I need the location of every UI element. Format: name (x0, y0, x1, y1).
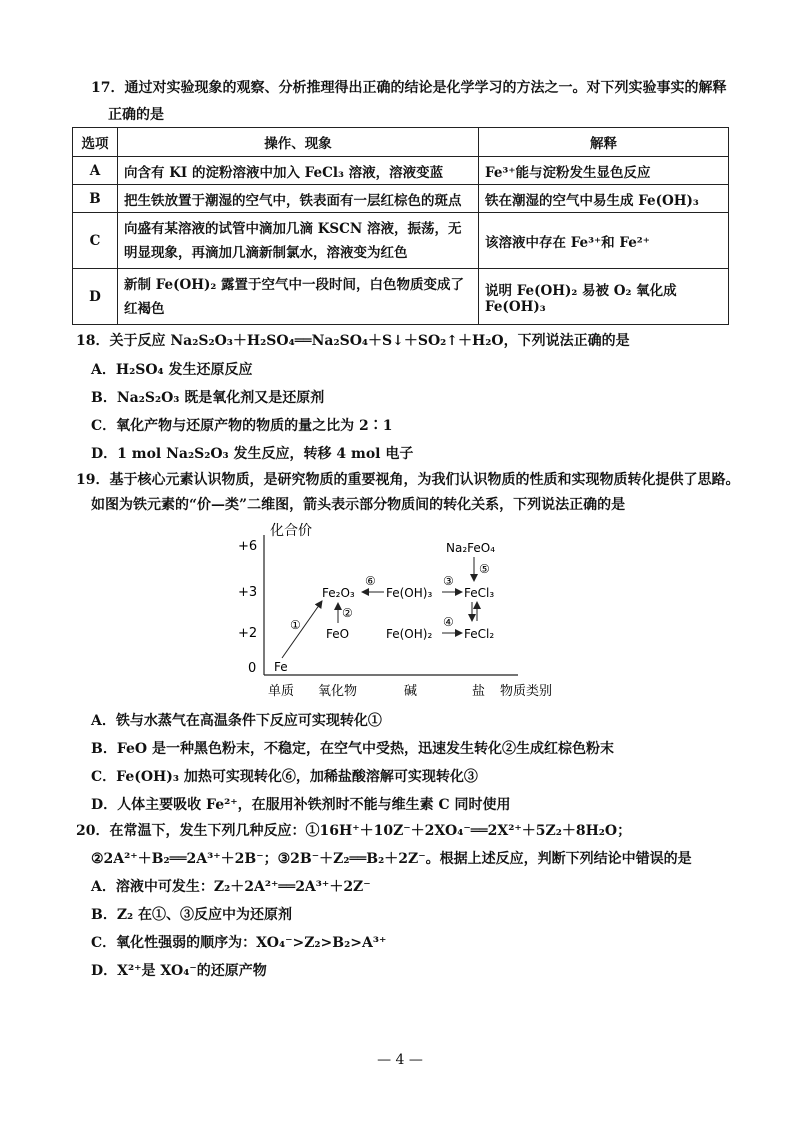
arrow-label: ④ (443, 615, 454, 629)
q17-stem-line2: 正确的是 (108, 107, 164, 123)
species-na2feo4: Na₂FeO₄ (446, 541, 496, 555)
row-operation: 向含有 KI 的淀粉溶液中加入 FeCl₃ 溶液，溶液变蓝 (118, 157, 479, 185)
q19-stem-line2: 如图为铁元素的“价—类”二维图，箭头表示部分物质间的转化关系，下列说法正确的是 (91, 497, 626, 513)
species-fe: Fe (274, 660, 288, 674)
y-axis-label: 化合价 (270, 523, 312, 539)
header-explanation: 解释 (479, 128, 729, 157)
arrow-label: ⑤ (479, 562, 490, 576)
q19-option-d: D．人体主要吸收 Fe²⁺，在服用补铁剂时不能与维生素 C 同时使用 (91, 797, 511, 813)
q19-option-a: A．铁与水蒸气在高温条件下反应可实现转化① (91, 713, 382, 729)
arrow-label: ② (342, 606, 353, 620)
row-option: D (73, 269, 118, 325)
x-label: 物质类别 (500, 684, 553, 699)
species-feoh3: Fe(OH)₃ (386, 586, 433, 600)
row-explanation: 铁在潮湿的空气中易生成 Fe(OH)₃ (479, 185, 729, 213)
y-tick: +3 (238, 585, 258, 600)
q19-stem-line1: 19．基于核心元素认识物质，是研究物质的重要视角，为我们认识物质的性质和实现物质转化提供了思路。 (76, 472, 740, 488)
row-operation: 新制 Fe(OH)₂ 露置于空气中一段时间，白色物质变成了红褐色 (118, 269, 479, 325)
x-label: 碱 (404, 684, 418, 699)
q18-option-d: D．1 mol Na₂S₂O₃ 发生反应，转移 4 mol 电子 (91, 446, 414, 462)
row-option: C (73, 213, 118, 269)
row-operation: 把生铁放置于潮湿的空气中，铁表面有一层红棕色的斑点 (118, 185, 479, 213)
q20-option-d: D．X²⁺是 XO₄⁻的还原产物 (91, 963, 267, 979)
q17-stem-line1: 17．通过对实验现象的观察、分析推理得出正确的结论是化学学习的方法之一。对下列实验事实的解释 (91, 80, 727, 96)
y-tick: +6 (238, 539, 258, 554)
arrow-label: ⑥ (365, 574, 376, 588)
q19-option-b: B．FeO 是一种黑色粉末，不稳定，在空气中受热，迅速发生转化②生成红棕色粉末 (91, 741, 614, 757)
row-explanation: 说明 Fe(OH)₂ 易被 O₂ 氧化成 Fe(OH)₃ (479, 269, 729, 325)
arrow-label: ① (290, 618, 301, 632)
species-fecl3: FeCl₃ (464, 586, 495, 600)
q20-option-b: B．Z₂ 在①、③反应中为还原剂 (91, 907, 293, 923)
arrow-1 (282, 601, 322, 658)
q19-option-c: C．Fe(OH)₃ 加热可实现转化⑥，加稀盐酸溶解可实现转化③ (91, 769, 478, 785)
arrow-label: ③ (443, 574, 454, 588)
row-explanation: 该溶液中存在 Fe³⁺和 Fe²⁺ (479, 213, 729, 269)
species-feoh2: Fe(OH)₂ (386, 627, 433, 641)
row-operation: 向盛有某溶液的试管中滴加几滴 KSCN 溶液，振荡，无明显现象，再滴加几滴新制氯水，溶液变为红色 (118, 213, 479, 269)
header-option: 选项 (73, 128, 118, 157)
y-tick: +2 (238, 626, 258, 641)
q20-option-a: A．溶液中可发生：Z₂＋2A²⁺══2A³⁺＋2Z⁻ (91, 879, 371, 895)
table-row (73, 269, 729, 325)
table-header-row (73, 128, 729, 157)
row-option: A (73, 157, 118, 185)
row-option: B (73, 185, 118, 213)
x-label: 氧化物 (318, 684, 358, 699)
q20-option-c: C．氧化性强弱的顺序为：XO₄⁻>Z₂>B₂>A³⁺ (91, 935, 387, 951)
row-explanation: Fe³⁺能与淀粉发生显色反应 (479, 157, 729, 185)
species-fecl2: FeCl₂ (464, 627, 495, 641)
q18-option-c: C．氧化产物与还原产物的物质的量之比为 2∶1 (91, 418, 393, 434)
x-label: 单质 (268, 684, 295, 699)
q17-table (72, 127, 729, 325)
q20-stem-line1: 20．在常温下，发生下列几种反应：①16H⁺＋10Z⁻＋2XO₄⁻══2X²⁺＋5Z₂＋8H₂O； (76, 823, 632, 839)
table-row (73, 213, 729, 269)
valence-class-diagram (228, 515, 598, 700)
q18-stem: 18．关于反应 Na₂S₂O₃＋H₂SO₄══Na₂SO₄＋S↓＋SO₂↑＋H₂O，下列说法正确的是 (76, 333, 630, 349)
table-row (73, 185, 729, 213)
header-operation: 操作、现象 (118, 128, 479, 157)
y-tick: 0 (248, 661, 257, 676)
q20-stem-line2: ②2A²⁺＋B₂══2A³⁺＋2B⁻；③2B⁻＋Z₂══B₂＋2Z⁻。根据上述反应，判断下列结论中错误的是 (91, 851, 692, 867)
species-fe2o3: Fe₂O₃ (322, 586, 355, 600)
table-row (73, 157, 729, 185)
q18-option-b: B．Na₂S₂O₃ 既是氧化剂又是还原剂 (91, 390, 325, 406)
x-label: 盐 (472, 684, 486, 699)
species-feo: FeO (326, 627, 350, 641)
page-number: — 4 — (377, 1052, 423, 1068)
q18-option-a: A．H₂SO₄ 发生还原反应 (91, 362, 253, 378)
